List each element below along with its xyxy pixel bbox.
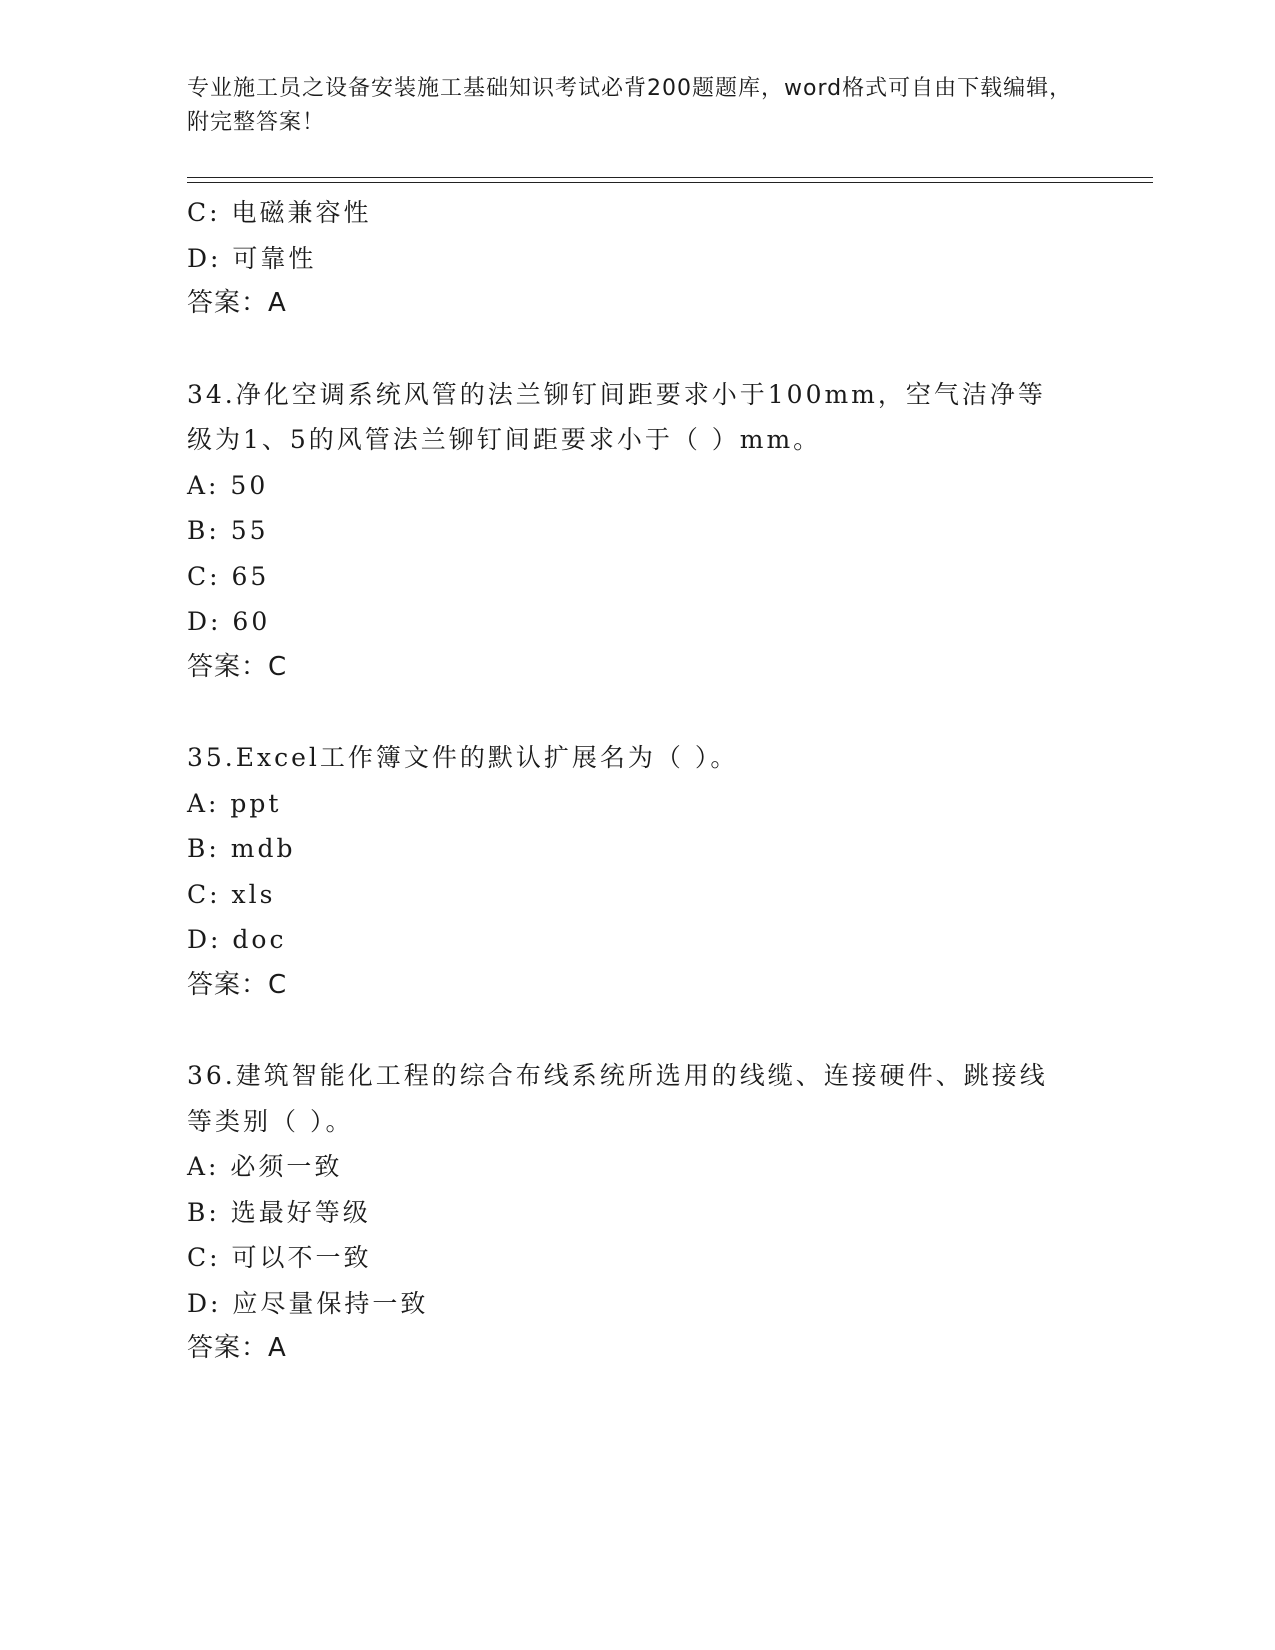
option-b: B: 选最好等级 bbox=[187, 1197, 371, 1227]
question-35 bbox=[187, 735, 1087, 1008]
option-c: C: 65 bbox=[187, 561, 270, 591]
option-c: C: 可以不一致 bbox=[187, 1243, 372, 1272]
question-text: 34.净化空调系统风管的法兰铆钉间距要求小于100mm，空气洁净等级为1、5的风管法兰铆钉间距要求小于（ ）mm。 bbox=[187, 379, 1046, 454]
option-c: C: 电磁兼容性 bbox=[187, 198, 372, 227]
document-header: 专业施工员之设备安装施工基础知识考试必背200题题库，word格式可自由下载编辑，附完整答案！ bbox=[187, 76, 1073, 135]
spacer bbox=[187, 1008, 1087, 1053]
option-b: B: mdb bbox=[187, 834, 296, 863]
answer-line: 答案：C bbox=[187, 969, 288, 1000]
answer-line: 答案：C bbox=[187, 651, 288, 682]
header-divider-top bbox=[187, 177, 1153, 178]
option-d: D: 可靠性 bbox=[187, 243, 317, 273]
option-a: A: ppt bbox=[187, 788, 282, 818]
answer-line: 答案：A bbox=[187, 1333, 287, 1363]
question-34 bbox=[187, 372, 1087, 691]
option-d: D: doc bbox=[187, 925, 287, 954]
question-text: 35.Excel工作簿文件的默认扩展名为（ ）。 bbox=[187, 743, 739, 772]
option-a: A: 必须一致 bbox=[187, 1152, 343, 1181]
option-d: D: 应尽量保持一致 bbox=[187, 1288, 429, 1318]
question-33-tail bbox=[187, 190, 1087, 327]
header-divider-bottom bbox=[187, 182, 1153, 183]
question-text: 36.建筑智能化工程的综合布线系统所选用的线缆、连接硬件、跳接线等类别（ ）。 bbox=[187, 1061, 1048, 1136]
option-a: A: 50 bbox=[187, 470, 269, 500]
option-b: B: 55 bbox=[187, 516, 269, 545]
option-d: D: 60 bbox=[187, 607, 271, 636]
answer-line: 答案：A bbox=[187, 288, 287, 318]
question-36 bbox=[187, 1053, 1087, 1372]
option-c: C: xls bbox=[187, 879, 276, 909]
document-body bbox=[187, 190, 1087, 1372]
spacer bbox=[187, 690, 1087, 735]
spacer bbox=[187, 327, 1087, 372]
